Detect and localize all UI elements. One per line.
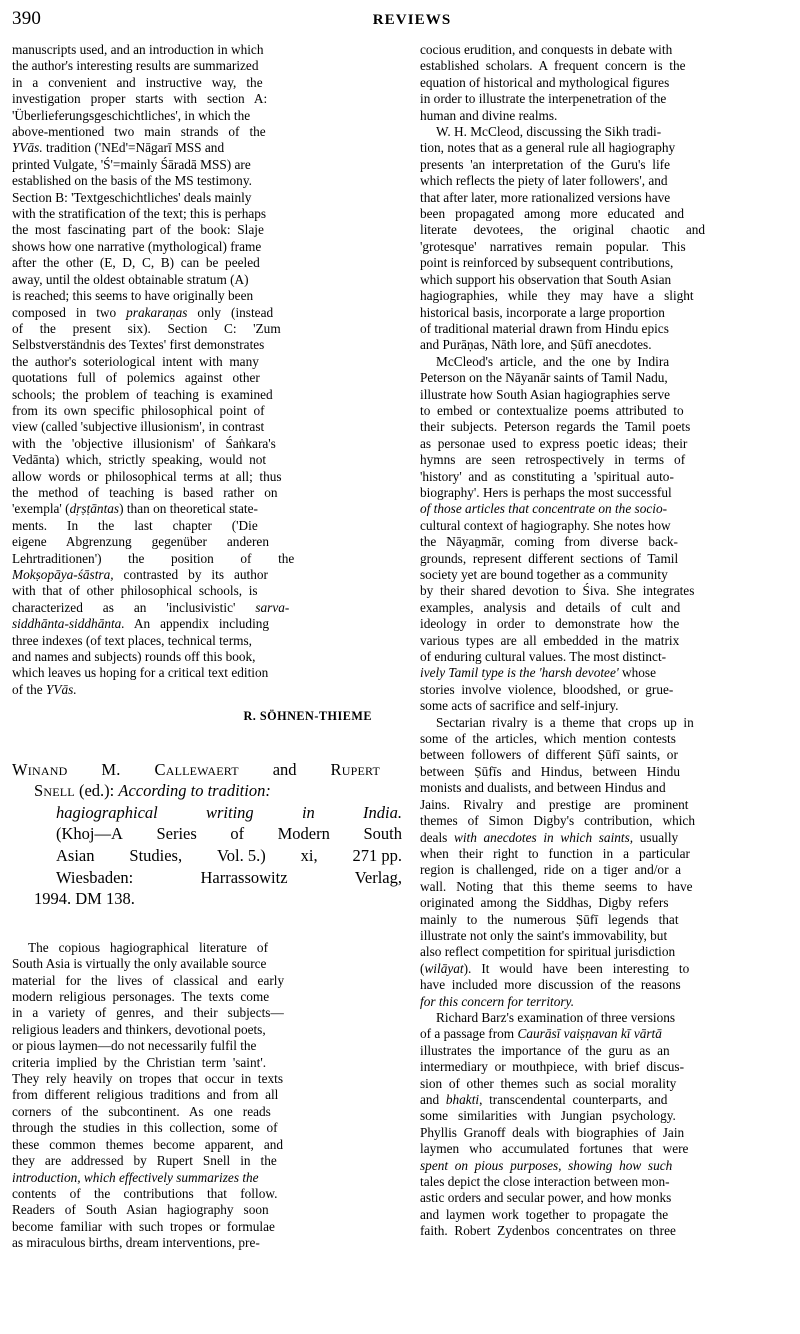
text-line: criteria implied by the Christian term 'saint'. xyxy=(12,1054,267,1070)
text-line: some acts of sacrifice and self-injury. xyxy=(420,698,619,714)
review-two-body xyxy=(12,940,380,1252)
text-line: 'history' and as constituting a 'spiritual auto- xyxy=(420,468,674,484)
text-line: the most fascinating part of the book: Slaje xyxy=(12,222,264,238)
text-line: society yet are bound together as a community xyxy=(420,567,668,582)
text-line: and Purāṇas, Nāth lore, and Ṣūfī anecdotes. xyxy=(420,337,652,353)
right-column xyxy=(420,42,788,1240)
spacer xyxy=(12,910,380,940)
text-line: away, until the oldest obtainable stratum (A) xyxy=(12,271,249,287)
text-line: printed Vulgate, 'Ś'=mainly Śāradā MSS) are xyxy=(12,156,251,172)
text-line: view (called 'subjective illusionism', in contrast xyxy=(12,419,265,435)
text-line: when their right to function in a particular xyxy=(420,845,690,861)
review-two-heading xyxy=(12,759,402,910)
text-line: material for the lives of classical and early xyxy=(12,972,285,988)
text-line: between Ṣūfīs and Hindus, between Hindu xyxy=(420,763,680,779)
text-line: which support his observation that South Asian xyxy=(420,271,672,287)
running-head xyxy=(12,8,788,32)
heading-line: Wiesbaden: Harrassowitz Verlag, xyxy=(56,867,402,887)
text-line: of the present six). Section C: 'Zum xyxy=(12,320,281,336)
text-line: three indexes (of text places, technical terms, xyxy=(12,632,252,648)
text-line: in a convenient and instructive way, the xyxy=(12,74,263,90)
text-line: wall. Noting that this theme seems to have xyxy=(420,878,693,894)
text-line: laymen who accumulated fortunes that were xyxy=(420,1141,689,1157)
text-line: from different religious traditions and from all xyxy=(12,1087,279,1103)
text-line: corners of the subcontinent. As one reads xyxy=(12,1103,271,1119)
text-line: also reflect competition for spiritual jurisdiction xyxy=(420,944,676,960)
page-number: 390 xyxy=(12,8,42,29)
text-line: eigene Abgrenzung gegenüber anderen xyxy=(12,534,269,550)
text-line: YVās. tradition ('NEd'=Nāgarī MSS and xyxy=(12,140,225,156)
heading-line: (Khoj—A Series of Modern South xyxy=(56,824,402,844)
text-line: with the stratification of the text; this is perhaps xyxy=(12,206,267,222)
text-line: investigation proper starts with section A: xyxy=(12,91,268,107)
text-line: some similarities with Jungian psychology. xyxy=(420,1108,676,1124)
text-line: human and divine realms. xyxy=(420,107,558,123)
text-line: from its own specific philosophical point of xyxy=(12,402,265,418)
heading-line: 1994. DM 138. xyxy=(34,889,135,909)
text-line: they are addressed by Rupert Snell in the xyxy=(12,1153,277,1169)
text-line: become familiar with such tropes or formulae xyxy=(12,1218,275,1234)
text-line: schools; the problem of teaching is examined xyxy=(12,386,273,402)
text-line: quotations full of polemics against other xyxy=(12,370,260,386)
text-line: spent on pious purposes, showing how such xyxy=(420,1157,673,1173)
text-line: the Nāyaṉmār, coming from diverse back- xyxy=(420,534,678,550)
text-line: illustrates the importance of the guru as an xyxy=(420,1042,670,1058)
text-line: and names and subjects) rounds off this book, xyxy=(12,649,256,665)
text-line: grounds, represent different sections of Tamil xyxy=(420,550,679,566)
text-line: ively Tamil type is the 'harsh devotee' whose xyxy=(420,665,657,681)
text-line: which leaves us hoping for a critical text edition xyxy=(12,665,269,681)
review-one-continuation xyxy=(12,42,380,698)
text-line: intermediary or mouthpiece, with brief discus- xyxy=(420,1059,685,1075)
text-line: cocious erudition, and conquests in debate with xyxy=(420,42,673,57)
text-line: have included more discussion of the reasons xyxy=(420,977,681,993)
text-line: biography'. Hers is perhaps the most successful xyxy=(420,484,672,500)
text-line: various types are all embedded in the matrix xyxy=(420,632,680,648)
text-line: composed in two prakaraṇas only (instead xyxy=(12,304,274,320)
text-line: introduction, which effectively summarizes the xyxy=(12,1169,259,1185)
text-line: of enduring cultural values. The most distinct- xyxy=(420,649,667,665)
text-line: Peterson on the Nāyanār saints of Tamil Nadu, xyxy=(420,370,668,386)
text-line: hagiographies, while they may have a slight xyxy=(420,288,694,304)
text-line: Sectarian rivalry is a theme that crops up in xyxy=(436,714,694,730)
text-line: tion, notes that as a general rule all hagiography xyxy=(420,140,676,156)
text-line: McCleod's article, and the one by Indira xyxy=(436,353,670,369)
reviewer-signature: R. SÖHNEN-THIEME xyxy=(243,709,372,724)
text-line: ments. In the last chapter ('Die xyxy=(12,517,258,533)
text-line: examples, analysis and details of cult and xyxy=(420,599,681,615)
text-line: siddhānta-siddhānta. An appendix including xyxy=(12,616,270,632)
text-line: Mokṣopāya-śāstra, contrasted by its author xyxy=(12,567,268,582)
text-line: after the other (E, D, C, B) can be peeled xyxy=(12,255,260,271)
text-line: Selbstverständnis des Textes' first demonstrates xyxy=(12,337,265,353)
text-line: some of the articles, which mention contests xyxy=(420,731,676,747)
text-line: presents 'an interpretation of the Guru's life xyxy=(420,156,670,172)
text-line: contents of the contributions that follow. xyxy=(12,1185,278,1201)
text-line: themes of Simon Digby's contribution, which xyxy=(420,813,695,829)
text-line: 'grotesque' narratives remain popular. This xyxy=(420,238,686,254)
text-line: Lehrtraditionen') the position of the xyxy=(12,550,295,566)
text-line: and bhakti, transcendental counterparts, and xyxy=(420,1092,668,1107)
text-line: shows how one narrative (mythological) frame xyxy=(12,238,262,254)
spacer xyxy=(12,725,380,759)
text-line: historical basis, incorporate a large proportion xyxy=(420,304,665,320)
text-line: stories involve violence, bloodshed, or grue- xyxy=(420,681,674,697)
text-line: originated among the Siddhas, Digby refers xyxy=(420,895,669,911)
text-line: these common themes become apparent, and xyxy=(12,1136,284,1152)
text-line: cultural context of hagiography. She notes how xyxy=(420,517,671,533)
text-line: Vedānta) which, strictly speaking, would not xyxy=(12,452,267,468)
text-line: ideology in order to demonstrate how the xyxy=(420,616,680,632)
text-line: characterized as an 'inclusivistic' sarva- xyxy=(12,599,290,615)
text-line: in a variety of genres, and their subjects— xyxy=(12,1005,284,1021)
text-line: above-mentioned two main strands of the xyxy=(12,124,266,140)
text-line: with the 'objective illusionism' of Śaṅkara's xyxy=(12,435,276,451)
text-line: established scholars. A frequent concern is the xyxy=(420,58,686,74)
text-line: the method of teaching is based rather on xyxy=(12,484,278,500)
text-line: between followers of different Ṣūfī saints, or xyxy=(420,747,678,763)
text-line: is reached; this seems to have originally been xyxy=(12,288,254,304)
text-line: Readers of South Asian hagiography soon xyxy=(12,1202,269,1218)
text-line: monists and dualists, and between Hindus and xyxy=(420,780,666,796)
text-line: point is reinforced by subsequent contributions, xyxy=(420,255,674,271)
text-line: They rely heavily on tropes that occur in texts xyxy=(12,1071,284,1087)
text-line: South Asia is virtually the only available source xyxy=(12,956,267,972)
text-line: for this concern for territory. xyxy=(420,993,575,1009)
text-line: which reflects the piety of later followers', and xyxy=(420,173,668,189)
text-line: in order to illustrate the interpenetration of the xyxy=(420,91,667,107)
text-line: mainly to the numerous Ṣūfī legends that xyxy=(420,911,679,927)
text-line: allow words or philosophical terms at all; thus xyxy=(12,468,282,484)
text-line: through the studies in this collection, some of xyxy=(12,1120,278,1136)
text-line: deals with anecdotes in which saints, usually xyxy=(420,829,679,845)
text-line: Richard Barz's examination of three versions xyxy=(436,1009,676,1025)
text-line: modern religious personages. The texts come xyxy=(12,989,270,1005)
text-line: Section B: 'Textgeschichtliches' deals mainly xyxy=(12,189,252,205)
heading-line: Snell (ed.): According to tradition: xyxy=(34,781,271,801)
left-column xyxy=(12,42,402,1252)
text-line: astic orders and secular power, and how monks xyxy=(420,1190,672,1206)
text-line: their subjects. Peterson regards the Tamil poets xyxy=(420,419,691,435)
text-line: equation of historical and mythological figures xyxy=(420,74,670,90)
two-column-body xyxy=(12,42,788,1252)
text-line: hymns are seen retrospectively in terms of xyxy=(420,452,686,468)
text-line: (wilāyat). It would have been interesting to xyxy=(420,960,690,976)
spacer xyxy=(12,698,380,708)
text-line: W. H. McCleod, discussing the Sikh tradi- xyxy=(436,124,662,140)
text-line: the author's interesting results are summarized xyxy=(12,58,259,74)
text-line: of the YVās. xyxy=(12,681,77,697)
text-line: by their shared devotion to Śiva. She integrates xyxy=(420,583,695,599)
heading-line: hagiographical writing in India. xyxy=(56,802,402,822)
text-line: of those articles that concentrate on the socio- xyxy=(420,501,668,517)
text-line: tales depict the close interaction between mon- xyxy=(420,1174,670,1190)
text-line: with that of other philosophical schools, is xyxy=(12,583,258,599)
text-line: Jains. Rivalry and prestige are prominent xyxy=(420,796,689,812)
text-line: The copious hagiographical literature of xyxy=(28,939,268,955)
heading-line: Asian Studies, Vol. 5.) xi, 271 pp. xyxy=(56,846,402,866)
text-line: faith. Robert Zydenbos concentrates on three xyxy=(420,1223,676,1239)
text-line: to embed or contextualize poems attributed to xyxy=(420,402,684,418)
text-line: literate devotees, the original chaotic and xyxy=(420,222,706,238)
running-title: REVIEWS xyxy=(372,12,452,28)
text-line: 'Überlieferungsgeschichtliches', in which the xyxy=(12,107,251,123)
text-line: Phyllis Granoff deals with biographies of Jain xyxy=(420,1124,685,1140)
text-line: or pious laymen—do not necessarily fulfil the xyxy=(12,1038,257,1054)
text-line: of traditional material drawn from Hindu epics xyxy=(420,320,669,336)
text-line: been propagated among more educated and xyxy=(420,206,684,222)
text-line: region is challenged, ride on a tiger and/or a xyxy=(420,862,682,878)
text-line: and laymen work together to propagate the xyxy=(420,1206,669,1222)
text-line: illustrate how South Asian hagiographies serve xyxy=(420,386,671,402)
text-line: religious leaders and thinkers, devotional poets, xyxy=(12,1021,266,1037)
text-line: the author's soteriological intent with many xyxy=(12,353,259,369)
text-line: of a passage from Caurāsī vaiṣṇavan kī vārtā xyxy=(420,1026,662,1042)
text-line: as personae used to express poetic ideas; their xyxy=(420,435,688,451)
text-line: illustrate not only the saint's immovability, but xyxy=(420,927,668,943)
text-line: that after later, more rationalized versions have xyxy=(420,189,671,205)
text-line: 'exempla' (dṛṣṭāntas) than on theoretical state- xyxy=(12,501,258,517)
heading-line: Winand M. Callewaert and Rupert xyxy=(12,759,380,779)
text-line: established on the basis of the MS testimony. xyxy=(12,173,252,189)
text-line: sion of other themes such as social morality xyxy=(420,1075,677,1091)
text-line: as miraculous births, dream interventions, pre- xyxy=(12,1235,260,1251)
text-line: manuscripts used, and an introduction in which xyxy=(12,42,264,57)
